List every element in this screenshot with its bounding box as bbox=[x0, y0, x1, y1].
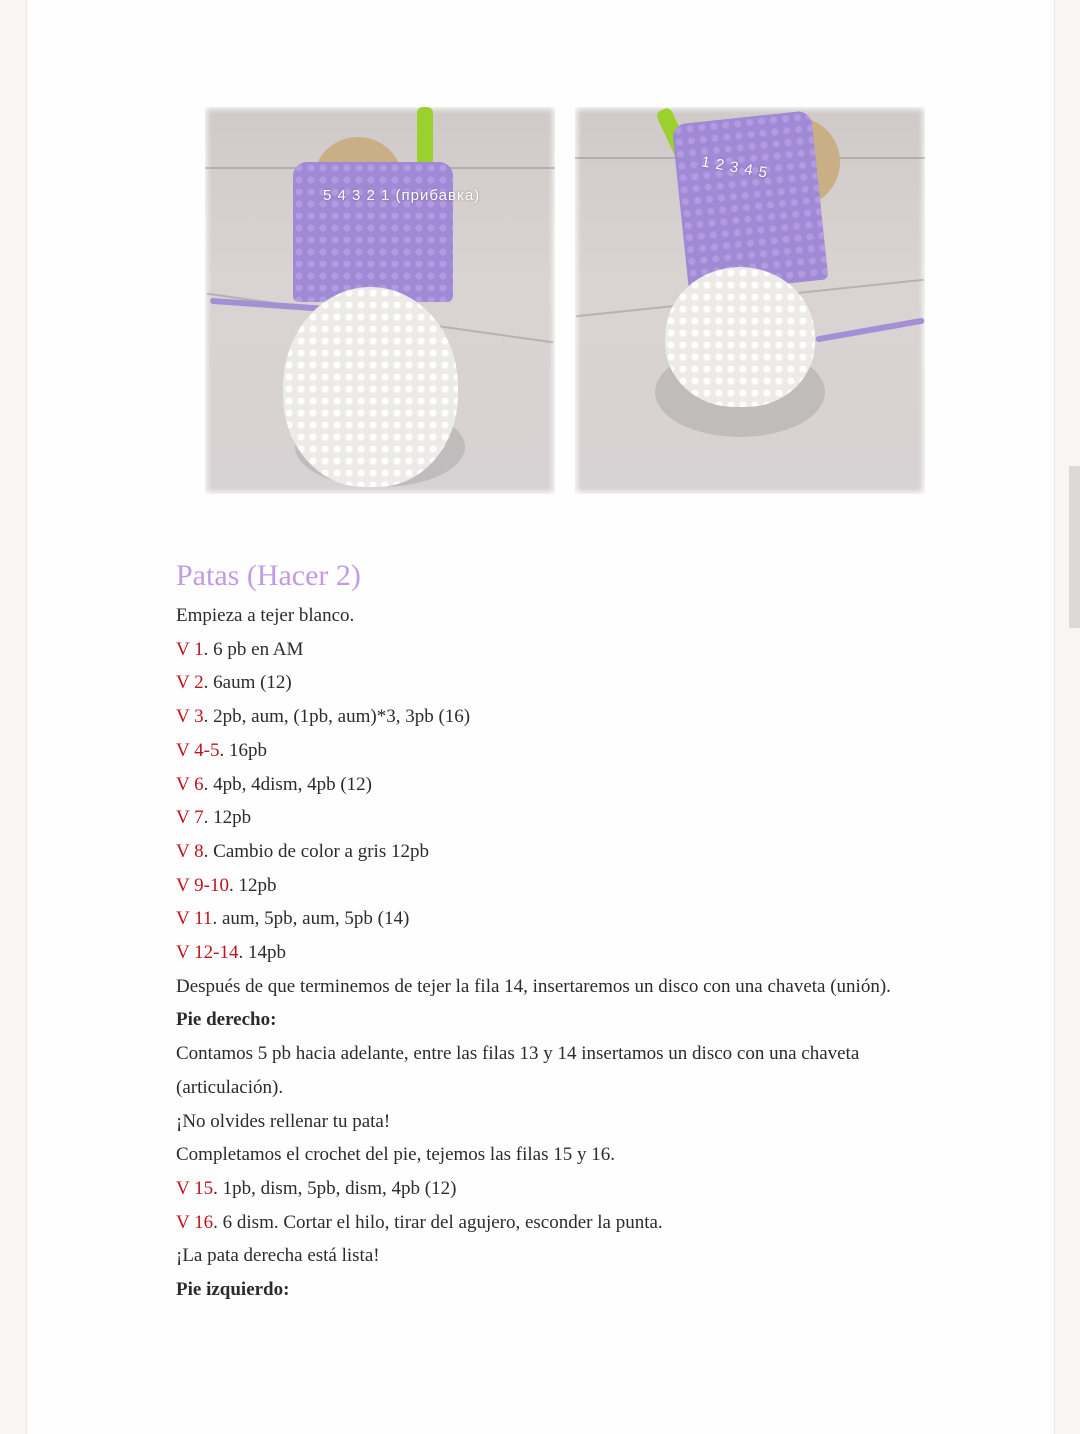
round-label: V 7 bbox=[176, 807, 204, 829]
round-text: . 12pb bbox=[228, 874, 277, 896]
round-text: . 14pb bbox=[238, 942, 286, 964]
leg-white-foot bbox=[283, 287, 458, 487]
stitch-marker-clip bbox=[417, 107, 433, 167]
stitch-count-label: 5 4 3 2 1 (прибавка) bbox=[323, 187, 481, 204]
round-text: . 6 dism. Cortar el hilo, tirar del agujero, esconder la punta. bbox=[213, 1211, 663, 1233]
round-text: . aum, 5pb, aum, 5pb (14) bbox=[212, 908, 410, 930]
page-content-area bbox=[26, 0, 1055, 1434]
left-foot-heading: Pie izquierdo: bbox=[176, 1279, 290, 1301]
round-label: V 11 bbox=[176, 908, 213, 930]
stitch-count-label: 1 2 3 4 5 bbox=[700, 153, 770, 182]
scrollbar-thumb[interactable] bbox=[1069, 466, 1080, 628]
round-row bbox=[176, 835, 976, 869]
rounds-list-b bbox=[176, 1172, 976, 1239]
round-row bbox=[176, 700, 976, 734]
round-label: V 8 bbox=[176, 840, 204, 862]
round-row bbox=[176, 1206, 976, 1240]
photo-row bbox=[205, 107, 927, 494]
after-round-14-text: Después de que terminemos de tejer la fila 14, insertaremos un disco con una chaveta (unión). bbox=[176, 975, 891, 997]
round-label: V 2 bbox=[176, 672, 204, 694]
complete-foot-text: Completamos el crochet del pie, tejemos las filas 15 y 16. bbox=[176, 1144, 616, 1166]
round-text: . 12pb bbox=[203, 807, 252, 829]
round-text: . Cambio de color a gris 12pb bbox=[203, 840, 429, 862]
round-text: . 1pb, dism, 5pb, dism, 4pb (12) bbox=[213, 1177, 457, 1199]
right-foot-instructions: Contamos 5 pb hacia adelante, entre las filas 13 y 14 insertamos un disco con una chaveta (articulación). bbox=[176, 1043, 860, 1098]
stuffing-reminder: ¡No olvides rellenar tu pata! bbox=[176, 1110, 391, 1132]
leg-photo-left bbox=[205, 107, 555, 494]
round-text: . 4pb, 4dism, 4pb (12) bbox=[203, 773, 372, 795]
round-row bbox=[176, 633, 976, 667]
yarn-tail bbox=[815, 317, 924, 342]
round-row bbox=[176, 902, 976, 936]
round-row bbox=[176, 734, 976, 768]
round-label: V 9-10 bbox=[176, 874, 229, 896]
round-label: V 16 bbox=[176, 1211, 214, 1233]
pattern-section bbox=[176, 556, 976, 1307]
leg-photo-right bbox=[575, 107, 925, 494]
round-text: . 6 pb en AM bbox=[203, 638, 304, 660]
right-foot-heading: Pie derecho: bbox=[176, 1009, 277, 1031]
round-label: V 12-14 bbox=[176, 942, 239, 964]
round-row bbox=[176, 936, 976, 970]
leg-purple-part bbox=[671, 110, 828, 294]
round-row bbox=[176, 666, 976, 700]
round-text: . 2pb, aum, (1pb, aum)*3, 3pb (16) bbox=[203, 706, 471, 728]
round-row bbox=[176, 768, 976, 802]
vertical-scrollbar[interactable] bbox=[1068, 0, 1080, 1434]
round-label: V 3 bbox=[176, 706, 204, 728]
round-label: V 1 bbox=[176, 638, 204, 660]
round-text: . 6aum (12) bbox=[203, 672, 292, 694]
round-row bbox=[176, 869, 976, 903]
leg-white-foot bbox=[665, 267, 815, 407]
round-text: . 16pb bbox=[219, 739, 267, 761]
round-label: V 6 bbox=[176, 773, 204, 795]
round-row bbox=[176, 801, 976, 835]
round-row bbox=[176, 1172, 976, 1206]
round-label: V 4-5 bbox=[176, 739, 220, 761]
leg-purple-part bbox=[293, 162, 453, 302]
intro-text: Empieza a tejer blanco. bbox=[176, 605, 355, 626]
section-title: Patas (Hacer 2) bbox=[176, 559, 361, 592]
right-leg-done-text: ¡La pata derecha está lista! bbox=[176, 1245, 380, 1267]
round-label: V 15 bbox=[176, 1177, 214, 1199]
rounds-list-a bbox=[176, 633, 976, 970]
